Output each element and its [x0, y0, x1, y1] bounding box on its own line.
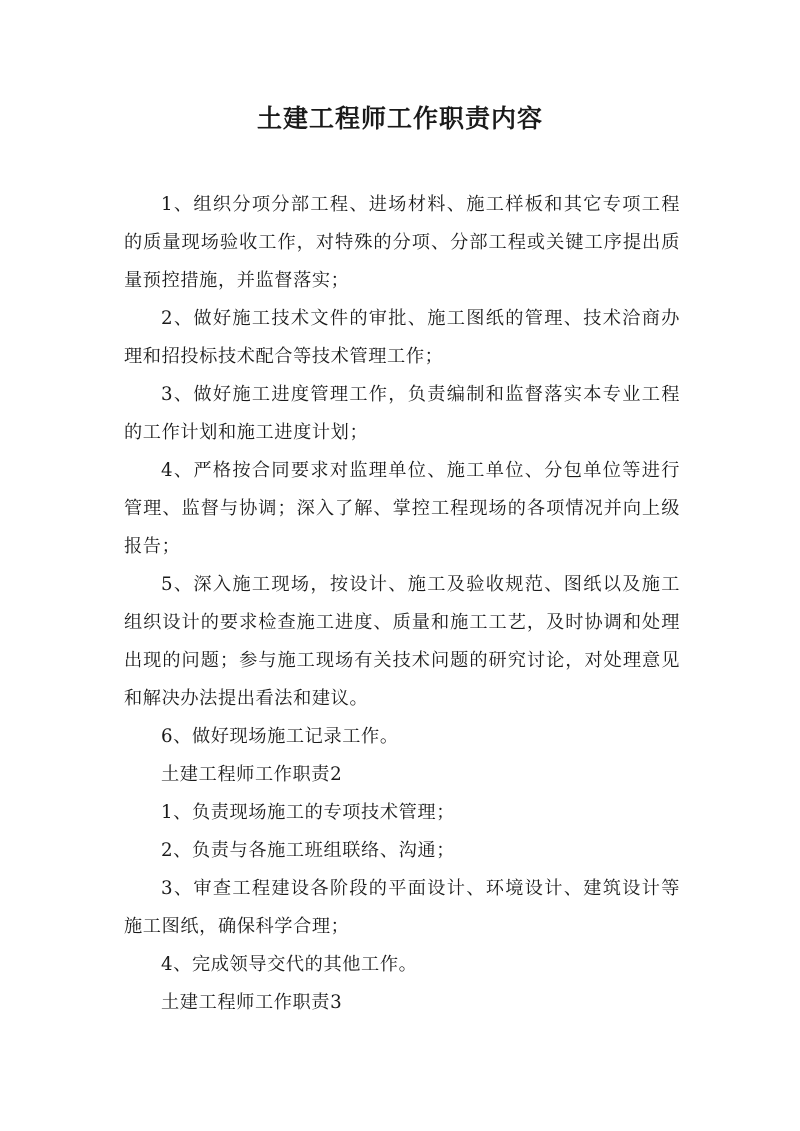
paragraph-9: 3、审查工程建设各阶段的平面设计、环境设计、建筑设计等施工图纸，确保科学合理； — [124, 878, 680, 937]
document-title: 土建工程师工作职责内容 — [256, 104, 543, 133]
paragraph-1: 1、组织分项分部工程、进场材料、施工样板和其它专项工程的质量现场验收工作，对特殊的分项、分部工程或关键工序提出质量预控措施，并监督落实； — [124, 194, 680, 291]
paragraph-3: 3、做好施工进度管理工作，负责编制和监督落实本专业工程的工作计划和施工进度计划； — [124, 384, 680, 443]
document-body — [124, 186, 680, 1022]
paragraph-5: 5、深入施工现场，按设计、施工及验收规范、图纸以及施工组织设计的要求检查施工进度、质量和施工工艺，及时协调和处理出现的问题；参与施工现场有关技术问题的研究讨论，对处理意见和解决办法提出看法和建议。 — [124, 574, 680, 709]
paragraph-2: 2、做好施工技术文件的审批、施工图纸的管理、技术洽商办理和招投标技术配合等技术管理工作； — [124, 308, 680, 367]
paragraph-8: 2、负责与各施工班组联络、沟通； — [161, 840, 455, 861]
paragraph-6: 6、做好现场施工记录工作。 — [161, 726, 399, 747]
section-heading-3: 土建工程师工作职责3 — [161, 992, 343, 1013]
section-heading-2: 土建工程师工作职责2 — [161, 764, 343, 785]
paragraph-10: 4、完成领导交代的其他工作。 — [161, 954, 418, 975]
paragraph-7: 1、负责现场施工的专项技术管理； — [161, 802, 455, 823]
paragraph-4: 4、严格按合同要求对监理单位、施工单位、分包单位等进行管理、监督与协调；深入了解、掌控工程现场的各项情况并向上级报告； — [124, 460, 680, 557]
